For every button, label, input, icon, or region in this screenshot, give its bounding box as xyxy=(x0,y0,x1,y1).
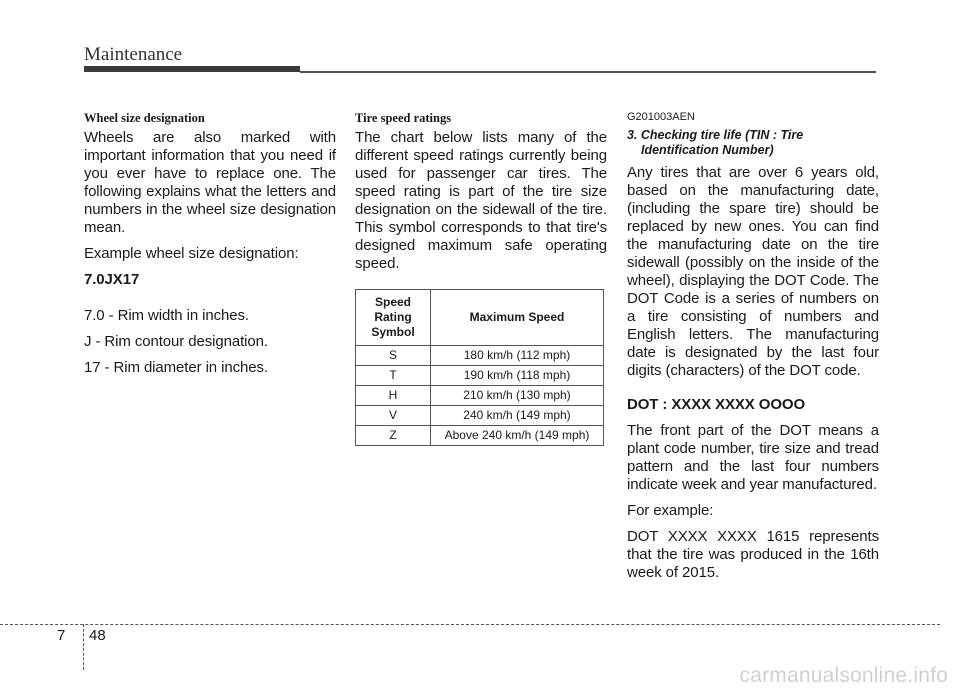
tire-life-paragraph: Any tires that are over 6 years old, based on the manufacturing date, (including the spare tire) should be replaced by new ones. You can find the manufacturing date on the tire sidewall (possibly on the inside of the wheel), displaying the DOT Code. The DOT Code is a series of numbers on a tire consisting of numbers and English letters. The manufacturing date is designated by the last four digits (characters) of the DOT code. xyxy=(627,164,879,379)
column-wheel-size xyxy=(84,108,336,385)
list-item: J - Rim contour designation. xyxy=(84,333,268,350)
column-tire-life xyxy=(627,108,879,590)
section-title-wheel-size: Wheel size designation xyxy=(84,111,205,125)
table-cell-speed: 210 km/h (130 mph) xyxy=(431,386,604,406)
table-header-symbol: Speed Rating Symbol xyxy=(356,290,431,346)
footer-divider xyxy=(83,624,84,670)
page-number: 48 xyxy=(89,627,106,644)
table-row xyxy=(356,426,604,446)
table-row xyxy=(356,386,604,406)
section-title-tire-life: 3. Checking tire life (TIN : Tire Identification Number) xyxy=(627,128,804,157)
dot-code-format: DOT : XXXX XXXX OOOO xyxy=(627,396,806,413)
table-cell-symbol: S xyxy=(356,346,431,366)
table-header-row xyxy=(356,290,604,346)
footer-rule xyxy=(0,624,940,625)
example-label: For example: xyxy=(627,502,714,519)
dot-example: DOT XXXX XXXX 1615 represents that the tire was produced in the 16th week of 2015. xyxy=(627,528,879,581)
table-row xyxy=(356,406,604,426)
table-cell-speed: 180 km/h (112 mph) xyxy=(431,346,604,366)
section-title-speed-ratings: Tire speed ratings xyxy=(355,111,452,125)
page-header-title: Maintenance xyxy=(84,44,183,65)
table-cell-symbol: Z xyxy=(356,426,431,446)
table-header-speed: Maximum Speed xyxy=(431,290,604,346)
speed-rating-table xyxy=(355,289,604,446)
list-item: 7.0 - Rim width in inches. xyxy=(84,307,249,324)
table-cell-speed: 240 km/h (149 mph) xyxy=(431,406,604,426)
example-label: Example wheel size designation: xyxy=(84,245,299,262)
table-row xyxy=(356,346,604,366)
dot-explanation: The front part of the DOT means a plant code number, tire size and tread pattern and the last four numbers indicate week and year manufactured. xyxy=(627,422,879,493)
chapter-number: 7 xyxy=(57,627,66,644)
list-item: 17 - Rim diameter in inches. xyxy=(84,359,268,376)
wheel-size-intro: Wheels are also marked with important information that you need if you ever have to replace one. The following explains what the letters and numbers in the wheel size designation mean. xyxy=(84,129,336,236)
table-cell-symbol: T xyxy=(356,366,431,386)
table-cell-symbol: H xyxy=(356,386,431,406)
table-cell-speed: 190 km/h (118 mph) xyxy=(431,366,604,386)
section-code: G201003AEN xyxy=(627,111,695,123)
table-row xyxy=(356,366,604,386)
header-bar xyxy=(84,66,300,72)
column-speed-ratings xyxy=(355,108,607,446)
example-code: 7.0JX17 xyxy=(84,271,140,288)
speed-ratings-intro: The chart below lists many of the different speed ratings currently being used for passenger car tires. The speed rating is part of the tire size designation on the sidewall of the tire. This symbol corresponds to that tire's designed maximum safe operating speed. xyxy=(355,129,607,272)
table-cell-symbol: V xyxy=(356,406,431,426)
header-rule xyxy=(300,71,876,73)
table-cell-speed: Above 240 km/h (149 mph) xyxy=(431,426,604,446)
watermark: carmanualsonline.info xyxy=(739,664,948,687)
